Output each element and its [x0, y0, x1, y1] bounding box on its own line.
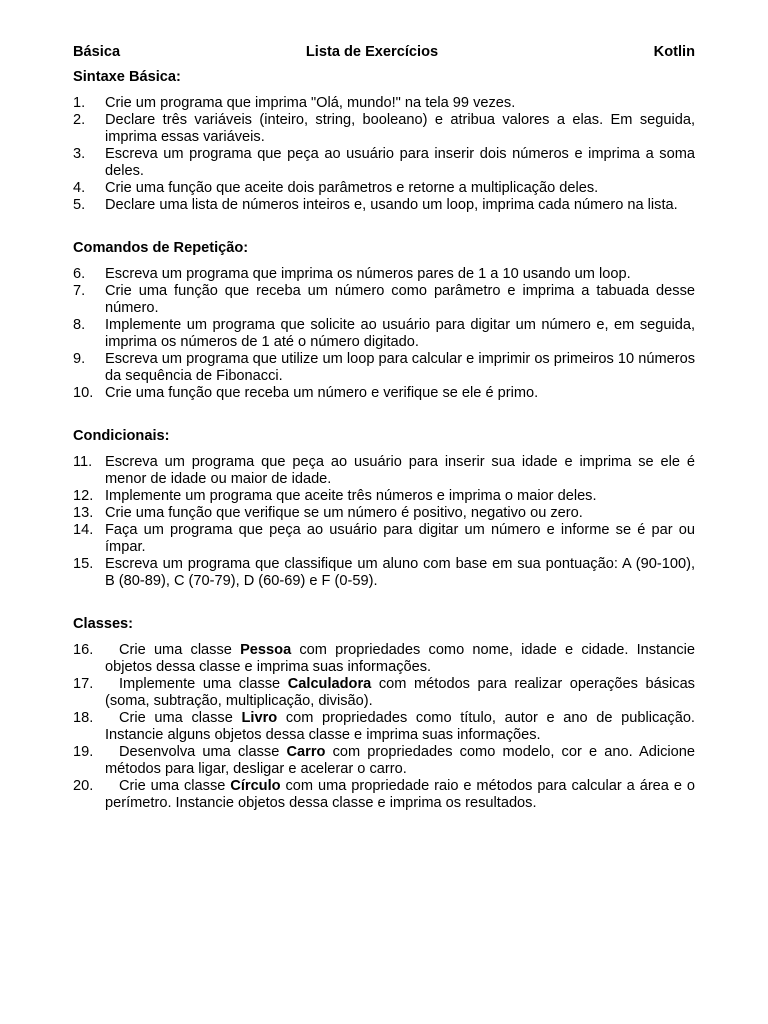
section-title: Condicionais: [73, 428, 170, 444]
section-title: Classes: [73, 616, 134, 632]
item-text: Escreva um programa que peça ao usuário para inserir sua idade e imprima se ele é menor de idade ou maior de idade. [105, 454, 695, 487]
list-item [73, 676, 695, 710]
item-number: 2. [73, 112, 86, 128]
page-header [73, 44, 695, 61]
item-text: Escreva um programa que classifique um aluno com base em sua pontuação: A (90-100), B (80-89), C (70-79), D (60-69) e F (0-59). [105, 556, 695, 589]
item-text: Escreva um programa que peça ao usuário para inserir dois números e imprima a soma deles. [105, 146, 695, 179]
item-text: Implemente um programa que solicite ao usuário para digitar um número e, em seguida, imprima os números de 1 até o número digitado. [105, 317, 695, 350]
list-item [73, 197, 695, 214]
section-condicionais [73, 428, 695, 590]
list-item [73, 710, 695, 744]
header-right: Kotlin [653, 44, 695, 60]
item-text-post: com propriedades como título, autor e ano de publicação. Instancie alguns objetos dessa classe e imprima suas informações. [105, 710, 695, 743]
class-name: Carro [286, 744, 326, 760]
item-text: Crie uma função que receba um número como parâmetro e imprima a tabuada desse número. [105, 283, 695, 316]
item-number: 13. [73, 505, 94, 521]
section-comandos-repeticao [73, 240, 695, 402]
item-number: 9. [73, 351, 86, 367]
item-text: Faça um programa que peça ao usuário para digitar um número e informe se é par ou ímpar. [105, 522, 695, 555]
class-name: Pessoa [240, 642, 292, 658]
item-number: 5. [73, 197, 86, 213]
item-text-post: com uma propriedade raio e métodos para calcular a área e o perímetro. Instancie objetos dessa classe e imprima os resultados. [105, 778, 695, 811]
item-number: 15. [73, 556, 94, 572]
section-classes [73, 616, 695, 812]
item-number: 12. [73, 488, 94, 504]
item-number: 14. [73, 522, 94, 538]
item-text: Escreva um programa que utilize um loop para calcular e imprimir os primeiros 10 números da sequência de Fibonacci. [105, 351, 695, 384]
item-text-pre: Crie uma classe [119, 642, 241, 658]
item-number: 18. [73, 710, 94, 726]
list-item [73, 317, 695, 351]
item-number: 4. [73, 180, 86, 196]
header-title: Lista de Exercícios [305, 44, 439, 60]
item-number: 3. [73, 146, 86, 162]
item-text: Crie um programa que imprima "Olá, mundo!" na tela 99 vezes. [105, 95, 516, 111]
list-item [73, 744, 695, 778]
list-item [73, 488, 695, 505]
item-text [105, 642, 695, 676]
list-item [73, 505, 695, 522]
item-number: 8. [73, 317, 86, 333]
item-text: Crie uma função que receba um número e verifique se ele é primo. [105, 385, 539, 401]
list-item [73, 385, 695, 402]
item-number: 6. [73, 266, 86, 282]
item-text [105, 744, 695, 778]
document-page [73, 44, 695, 838]
list-item [73, 283, 695, 317]
class-name: Calculadora [287, 676, 372, 692]
item-text-pre: Desenvolva uma classe [119, 744, 287, 760]
list-item [73, 642, 695, 676]
section-sintaxe-basica [73, 69, 695, 214]
class-name: Círculo [230, 778, 281, 794]
item-number: 19. [73, 744, 94, 760]
item-text: Crie uma função que aceite dois parâmetros e retorne a multiplicação deles. [105, 180, 599, 196]
item-number: 20. [73, 778, 94, 794]
list-item [73, 522, 695, 556]
item-number: 17. [73, 676, 94, 692]
item-text [105, 676, 695, 710]
list-item [73, 454, 695, 488]
item-text [105, 710, 695, 744]
item-number: 10. [73, 385, 94, 401]
item-number: 11. [73, 454, 93, 470]
class-name: Livro [241, 710, 278, 726]
list-item [73, 112, 695, 146]
list-item [73, 266, 695, 283]
item-text-pre: Crie uma classe [119, 778, 231, 794]
item-text: Crie uma função que verifique se um número é positivo, negativo ou zero. [105, 505, 583, 521]
item-number: 16. [73, 642, 94, 658]
item-number: 7. [73, 283, 86, 299]
item-text-pre: Crie uma classe [119, 710, 242, 726]
list-item [73, 95, 695, 112]
item-text: Escreva um programa que imprima os números pares de 1 a 10 usando um loop. [105, 266, 631, 282]
item-text-post: com propriedades como nome, idade e cidade. Instancie objetos dessa classe e imprima suas informações. [105, 642, 695, 675]
section-title: Sintaxe Básica: [73, 69, 181, 85]
item-text: Declare três variáveis (inteiro, string, booleano) e atribua valores a elas. Em seguida, imprima essas variáveis. [105, 112, 695, 145]
list-item [73, 556, 695, 590]
item-text-post: com propriedades como modelo, cor e ano. Adicione métodos para ligar, desligar e acelerar o carro. [105, 744, 695, 777]
item-text: Implemente um programa que aceite três números e imprima o maior deles. [105, 488, 597, 504]
item-number: 1. [73, 95, 86, 111]
item-text [105, 778, 695, 812]
section-title: Comandos de Repetição: [73, 240, 249, 256]
list-item [73, 351, 695, 385]
header-left: Básica [73, 44, 121, 60]
list-item [73, 180, 695, 197]
list-item [73, 146, 695, 180]
item-text-post: com métodos para realizar operações básicas (soma, subtração, multiplicação, divisão). [105, 676, 695, 709]
list-item [73, 778, 695, 812]
item-text-pre: Implemente uma classe [119, 676, 288, 692]
item-text: Declare uma lista de números inteiros e, usando um loop, imprima cada número na lista. [105, 197, 678, 213]
